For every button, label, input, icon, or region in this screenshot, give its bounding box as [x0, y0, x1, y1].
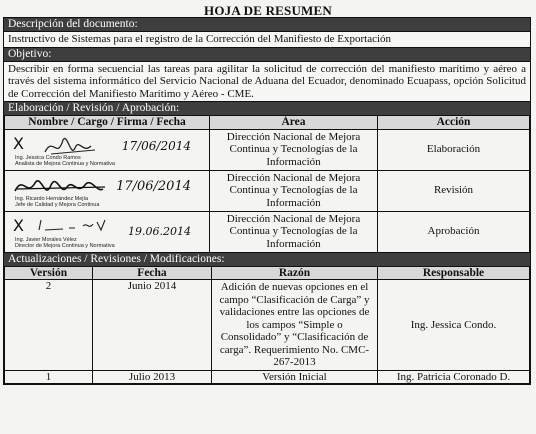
signer-role: Director de Mejora Continua y Normativa: [15, 242, 115, 249]
table-row: [5, 170, 530, 211]
version-cell: 2: [5, 280, 93, 371]
col-nombre: Nombre / Cargo / Firma / Fecha: [5, 116, 210, 130]
signer-name: Ing. Ricardo Hernández Mejía: [15, 195, 89, 202]
area-cell: Dirección Nacional de Mejora Continua y Tecnologías de la Información: [210, 211, 378, 252]
actualizaciones-header-row: [5, 266, 530, 280]
descripcion-header: Descripción del documento:: [4, 18, 530, 31]
version-cell: 1: [5, 370, 93, 384]
elaboracion-header-row: [5, 116, 530, 130]
signature-cell: [5, 170, 210, 211]
signer-role: Jefe de Calidad y Mejora Continua: [15, 201, 100, 208]
col-version: Versión: [5, 266, 93, 280]
razon-cell: Versión Inicial: [212, 370, 378, 384]
fecha-cell: Julio 2013: [93, 370, 212, 384]
signature-mark: X: [13, 133, 24, 153]
signature-cell: [5, 129, 210, 170]
razon-cell: Adición de nuevas opciones en el campo “Clasificación de Carga” y validaciones entre las opciones de los campos “Simple o Consolidado” y “Clasificación de carga”. Requerimiento No. CMC-267-2013: [212, 280, 378, 371]
signature: [5, 171, 209, 211]
signature-date: 17/06/2014: [121, 138, 191, 153]
table-row: [5, 280, 530, 371]
actualizaciones-table: [4, 266, 530, 385]
area-cell: Dirección Nacional de Mejora Continua y Tecnologías de la Información: [210, 170, 378, 211]
accion-cell: Aprobación: [378, 211, 530, 252]
signer-name: Ing. Javier Morales Vélez: [15, 236, 77, 243]
col-responsable: Responsable: [378, 266, 530, 280]
page-title: HOJA DE RESUMEN: [204, 3, 332, 18]
table-row: [5, 370, 530, 384]
table-row: [5, 129, 530, 170]
signature-date: 17/06/2014: [116, 178, 191, 194]
accion-cell: Elaboración: [378, 129, 530, 170]
col-accion: Acción: [378, 116, 530, 130]
signature-cell: [5, 211, 210, 252]
signature: [5, 212, 209, 252]
signature-date: 19.06.2014: [128, 224, 191, 238]
col-area: Área: [210, 116, 378, 130]
area-cell: Dirección Nacional de Mejora Continua y Tecnologías de la Información: [210, 129, 378, 170]
summary-sheet: [3, 17, 531, 385]
signature-mark: X: [13, 215, 24, 235]
col-razon: Razón: [212, 266, 378, 280]
col-fecha: Fecha: [93, 266, 212, 280]
fecha-cell: Junio 2014: [93, 280, 212, 371]
accion-cell: Revisión: [378, 170, 530, 211]
signer-name: Ing. Jessica Condo Ramos: [15, 154, 81, 161]
responsable-cell: Ing. Jessica Condo.: [378, 280, 530, 371]
elaboracion-header: Elaboración / Revisión / Aprobación:: [4, 102, 530, 115]
elaboracion-table: [4, 115, 530, 253]
objetivo-text: Describir en forma secuencial las tareas para agilitar la solicitud de corrección del manifiesto marítimo y aéreo a través del sistema informático del Servicio Nacional de Aduana del Ecuador, denominado Ecuapass, opción Solicitud de Corrección del Manifiesto Marítimo y Aéreo - CME.: [4, 61, 530, 103]
table-row: [5, 211, 530, 252]
signer-role: Analista de Mejora Continua y Normativa: [15, 160, 115, 167]
objetivo-header: Objetivo:: [4, 48, 530, 61]
responsable-cell: Ing. Patricia Coronado D.: [378, 370, 530, 384]
signature: [5, 130, 209, 170]
actualizaciones-header: Actualizaciones / Revisiones / Modificaciones:: [4, 253, 530, 266]
descripcion-text: Instructivo de Sistemas para el registro de la Corrección del Manifiesto de Exportación: [4, 31, 530, 48]
